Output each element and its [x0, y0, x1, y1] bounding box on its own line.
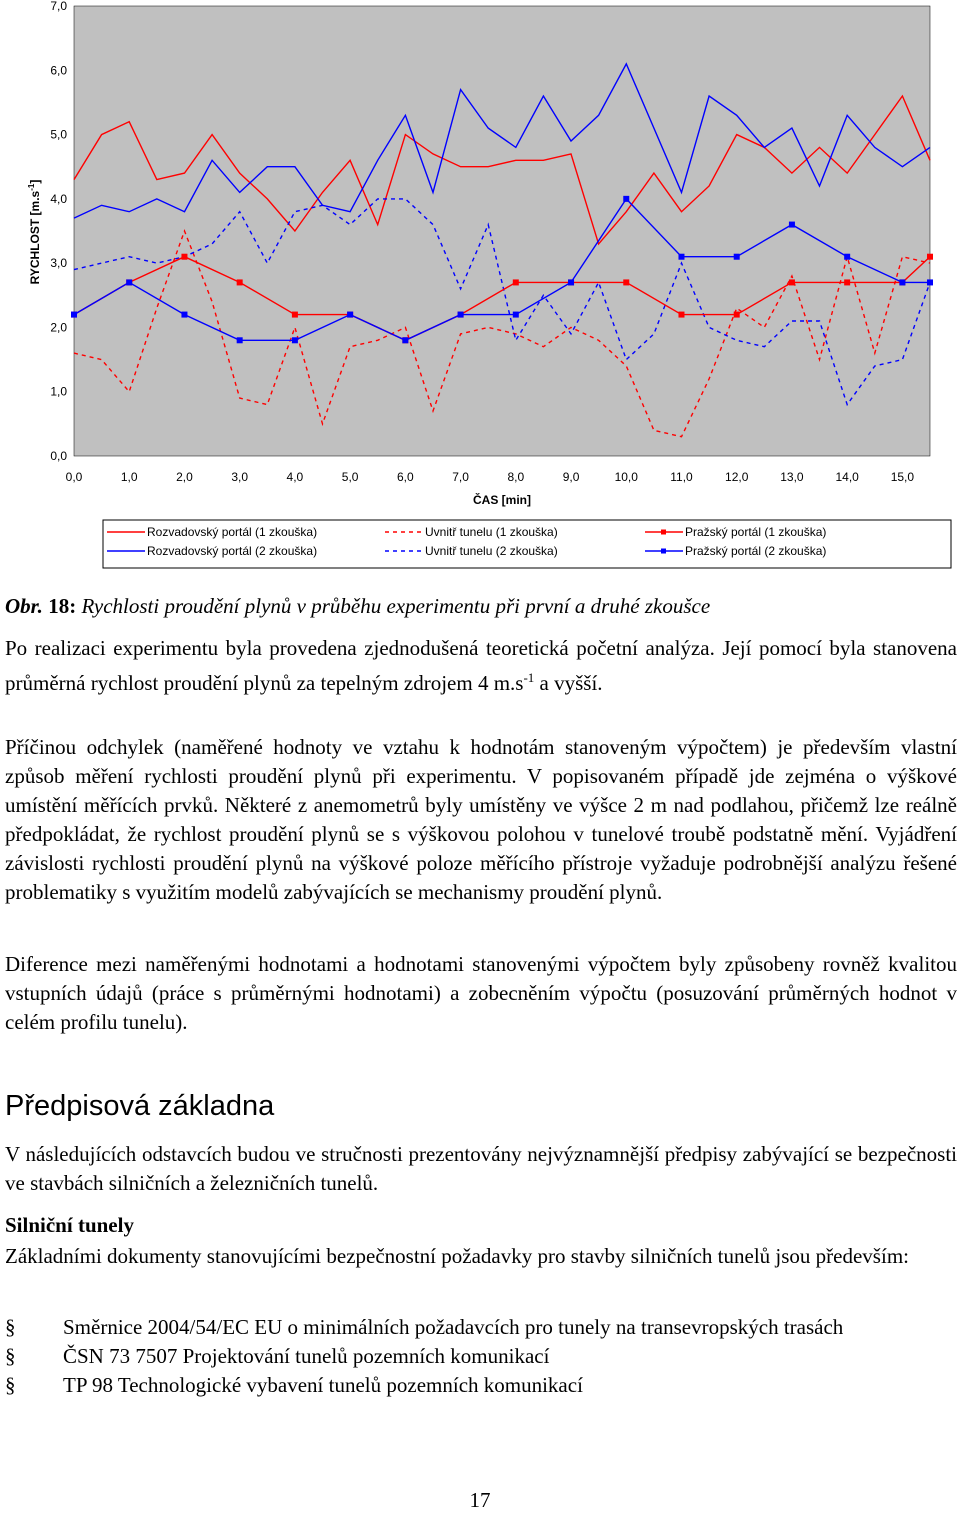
x-tick-label: 14,0 [835, 470, 859, 484]
subsection-intro: Základními dokumenty stanovujícími bezpečnostní požadavky pro stavby silničních tunelů jsou především: [5, 1244, 909, 1268]
legend-marker [661, 530, 666, 535]
data-point [928, 254, 933, 259]
bullet-icon: § [5, 1344, 16, 1368]
x-tick-label: 12,0 [725, 470, 749, 484]
data-point [292, 312, 297, 317]
y-tick-label: 2,0 [50, 320, 67, 335]
data-point [845, 280, 850, 285]
list-item-text: TP 98 Technologické vybavení tunelů pozemních komunikací [63, 1373, 583, 1397]
legend-label: Uvnitř tunelu (2 zkouška) [425, 544, 558, 558]
data-point [679, 312, 684, 317]
paragraph-differences: Diference mezi naměřenými hodnotami a hodnotami stanovenými výpočtem byly způsobeny rovněž kvalitou vstupních údajů (práce s průměrnými hodnotami) a zobecněním výpočtu (posuzování průměrných hodnot v celém profilu tunelu). [5, 952, 957, 1034]
velocity-chart [0, 0, 960, 580]
data-point [513, 280, 518, 285]
section-intro: V následujících odstavcích budou ve stručnosti prezentovány nejvýznamnější předpisy zabývající se bezpečnosti ve stavbách silničních a železničních tunelů. [5, 1142, 957, 1195]
y-tick-label: 5,0 [50, 127, 67, 142]
legend-label: Pražský portál (1 zkouška) [685, 525, 827, 539]
data-point [292, 338, 297, 343]
legend-label: Pražský portál (2 zkouška) [685, 544, 827, 558]
x-tick-label: 2,0 [176, 470, 193, 484]
data-point [789, 280, 794, 285]
bullet-icon: § [5, 1315, 16, 1339]
x-tick-label: 0,0 [65, 470, 83, 484]
data-point [403, 338, 408, 343]
data-point [569, 280, 574, 285]
y-tick-label: 6,0 [50, 63, 67, 78]
chart-svg [0, 0, 960, 580]
paragraph-deviations: Příčinou odchylek (naměřené hodnoty ve vztahu k hodnotám stanoveným výpočtem) je především vlastní způsob měření rychlosti proudění plynů při experimentu. V popisovaném případě jde zejména o výškové umístění měřících prvků. Některé z anemometrů byly umístěny ve výšce 2 m nad podlahou, přičemž lze reálně předpokládat, že rychlost proudění plynů se s výškovou polohou v tunelové troubě podstatně mění. Vyjádření závislosti rychlosti proudění plynů na výškové poloze měřícího přístroje vyžaduje podrobnější analýzu řešené problematiky s využitím modelů zabývajících se mechanismy proudění plynů. [5, 735, 957, 904]
data-point [182, 312, 187, 317]
y-tick-label: 7,0 [50, 0, 67, 13]
data-point [624, 196, 629, 201]
list-item-text: Směrnice 2004/54/EC EU o minimálních požadavcích pro tunely na transevropských trasách [63, 1315, 844, 1339]
regulations-list [5, 1313, 957, 1400]
legend-label: Rozvadovský portál (2 zkouška) [147, 544, 318, 558]
caption-number: 18: [48, 594, 77, 618]
y-tick-label: 4,0 [50, 191, 67, 206]
x-tick-label: 8,0 [507, 470, 525, 484]
x-tick-label: 13,0 [780, 470, 804, 484]
data-point [679, 254, 684, 259]
x-tick-label: 3,0 [231, 470, 249, 484]
y-tick-label: 3,0 [50, 256, 67, 271]
x-axis-label: ČAS [min] [473, 493, 531, 507]
data-point [348, 312, 353, 317]
list-item-text: ČSN 73 7507 Projektování tunelů pozemních komunikací [63, 1344, 550, 1368]
figure-caption [5, 594, 710, 619]
x-tick-label: 11,0 [670, 470, 693, 484]
legend-label: Rozvadovský portál (1 zkouška) [147, 525, 318, 539]
list-item [5, 1342, 957, 1371]
data-point [734, 312, 739, 317]
subsection-heading: Silniční tunely [5, 1213, 134, 1237]
y-tick-label: 0,0 [50, 449, 67, 463]
x-tick-label: 4,0 [286, 470, 304, 484]
data-point [928, 280, 933, 285]
list-item [5, 1313, 957, 1342]
x-tick-label: 7,0 [452, 470, 469, 484]
x-tick-label: 5,0 [341, 470, 359, 484]
caption-label: Obr. [5, 594, 49, 618]
data-point [513, 312, 518, 317]
paragraph-analysis-text: Po realizaci experimentu byla provedena zjednodušená teoretická početní analýza. Její pomocí byla stanovena průměrná rychlost proudění plynů za tepelným zdrojem 4 m.s [5, 636, 957, 695]
data-point [900, 280, 905, 285]
legend-marker [661, 549, 666, 554]
legend-label: Uvnitř tunelu (1 zkouška) [425, 525, 558, 539]
data-point [845, 254, 850, 259]
data-point [734, 254, 739, 259]
data-point [789, 222, 794, 227]
paragraph-analysis [5, 634, 957, 698]
caption-text: Rychlosti proudění plynů v průběhu experimentu při první a druhé zkoušce [76, 594, 711, 618]
data-point [237, 338, 242, 343]
data-point [458, 312, 463, 317]
bullet-icon: § [5, 1373, 16, 1397]
data-point [182, 254, 187, 259]
unit-superscript: -1 [523, 670, 535, 685]
x-tick-label: 15,0 [890, 470, 915, 484]
data-point [127, 280, 132, 285]
x-tick-label: 10,0 [614, 470, 638, 484]
x-tick-label: 1,0 [120, 470, 138, 484]
section-heading: Předpisová základna [5, 1090, 275, 1122]
data-point [237, 280, 242, 285]
paragraph-analysis-tail: a vyšší. [534, 671, 603, 695]
data-point [624, 280, 629, 285]
y-tick-label: 1,0 [50, 384, 67, 399]
page-number: 17 [469, 1488, 491, 1512]
y-axis-label: RYCHLOST $[m.s^{-1}]$ [27, 179, 42, 285]
data-point [72, 312, 77, 317]
list-item [5, 1371, 957, 1400]
x-tick-label: 9,0 [562, 470, 580, 484]
x-tick-label: 6,0 [397, 470, 414, 484]
